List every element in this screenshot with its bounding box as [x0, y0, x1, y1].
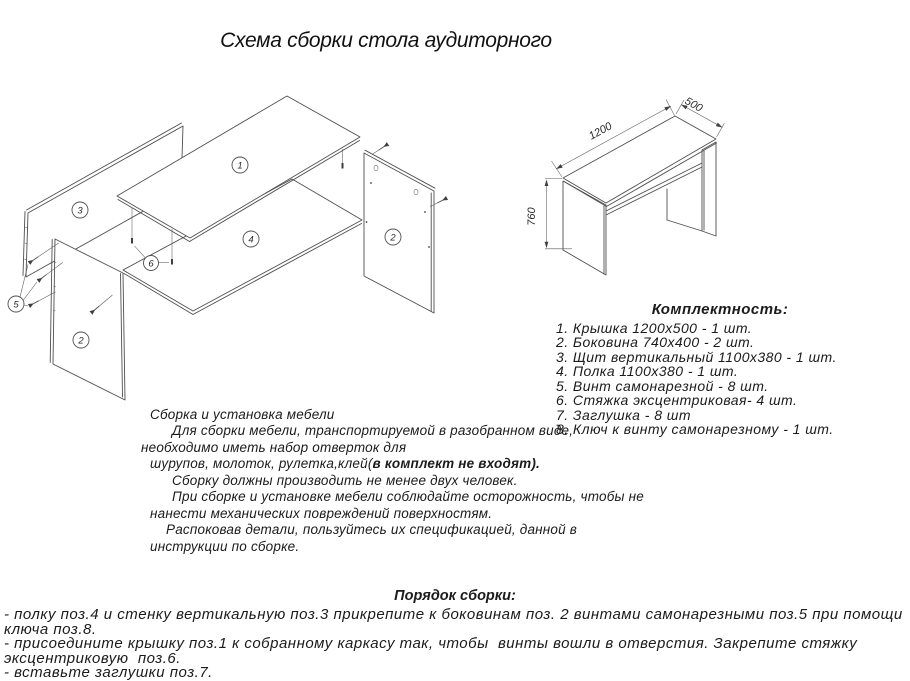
parts-list-item: 7. Заглушка - 8 шт	[556, 406, 691, 423]
assembly-notes-line: Для сборки мебели, транспортируемой в разобранном виде,	[172, 423, 574, 439]
assembly-notes-line: При сборке и установке мебели соблюдайте осторожность, чтобы не	[172, 489, 644, 505]
assembly-order-step: - полку поз.4 и стенку вертикальную поз.3 прикрепите к боковинам поз. 2 винтами самонарезными поз.5 при помощи ключа поз.8.	[4, 606, 908, 638]
notes-tools-text: шурупов, молоток, рулетка,клей(	[150, 456, 373, 472]
table-outline	[563, 116, 717, 275]
notes-not-included-text: в комплект не входят).	[372, 456, 541, 472]
assembly-notes-line: инструкции по сборке.	[150, 538, 300, 554]
assembly-order-step: - присоедините крышку поз.1 к собранному каркасу так, чтобы винты вошли в отверстия. Закрепите стяжку эксцентриковую поз.6.	[4, 635, 862, 667]
callout-side-left	[73, 332, 89, 348]
assembly-notes-line	[141, 456, 621, 472]
svg-text:760: 760	[526, 207, 538, 226]
parts-list-item: 4. Полка 1100х380 - 1 шт.	[556, 363, 739, 379]
screw-icon	[371, 142, 389, 156]
parts-list-item: 6. Стяжка эксцентриковая- 4 шт.	[556, 392, 798, 408]
exploded-assembly-diagram	[0, 80, 470, 410]
svg-text:4: 4	[248, 234, 254, 246]
svg-text:5: 5	[13, 299, 19, 311]
svg-text:6: 6	[148, 258, 154, 270]
svg-text:2: 2	[390, 232, 396, 244]
side-panel-right-part2	[364, 150, 435, 313]
callout-shelf	[243, 231, 259, 247]
assembly-order-step: - вставьте заглушки поз.7.	[4, 664, 213, 681]
callout-screws	[8, 296, 24, 312]
callout-side-right	[385, 229, 401, 245]
assembly-notes-line: Сборку должны производить не менее двух человек.	[172, 472, 518, 488]
parts-list-item: 1. Крышка 1200х500 - 1 шт.	[556, 319, 753, 336]
assembly-notes-line: нанести механических повреждений поверхностям.	[150, 505, 493, 521]
svg-text:3: 3	[77, 205, 83, 217]
parts-list-item: 3. Щит вертикальный 1100х380 - 1 шт.	[556, 348, 837, 365]
assembly-order	[0, 588, 910, 681]
assembled-table-diagram	[520, 85, 910, 300]
svg-text:1: 1	[237, 160, 243, 172]
assembly-notes-line: Распоковав детали, пользуйтесь их спецификацией, данной в	[166, 522, 578, 538]
parts-list-heading: Комплектность:	[651, 301, 789, 318]
svg-text:2: 2	[78, 335, 84, 347]
page-title: Схема сборки стола аудиторного	[220, 29, 552, 52]
callout-top-panel	[232, 157, 248, 173]
assembly-notes-heading: Сборка и установка мебели	[150, 407, 335, 422]
parts-list-item: 5. Винт самонарезной - 8 шт.	[556, 377, 769, 394]
assembly-notes-line: необходимо иметь набор отверток для	[141, 439, 407, 455]
parts-list-item: 2. Боковина 740х400 - 2 шт.	[556, 334, 755, 350]
callout-cam-lock	[144, 256, 159, 271]
svg-text:1200: 1200	[586, 120, 615, 143]
assembly-order-heading: Порядок сборки:	[394, 588, 516, 604]
callout-back-panel	[72, 202, 88, 218]
svg-text:500: 500	[682, 95, 705, 115]
parts-list-item: 8. Ключ к винту самонарезному - 1 шт.	[556, 421, 834, 437]
screw-icon	[28, 290, 57, 308]
